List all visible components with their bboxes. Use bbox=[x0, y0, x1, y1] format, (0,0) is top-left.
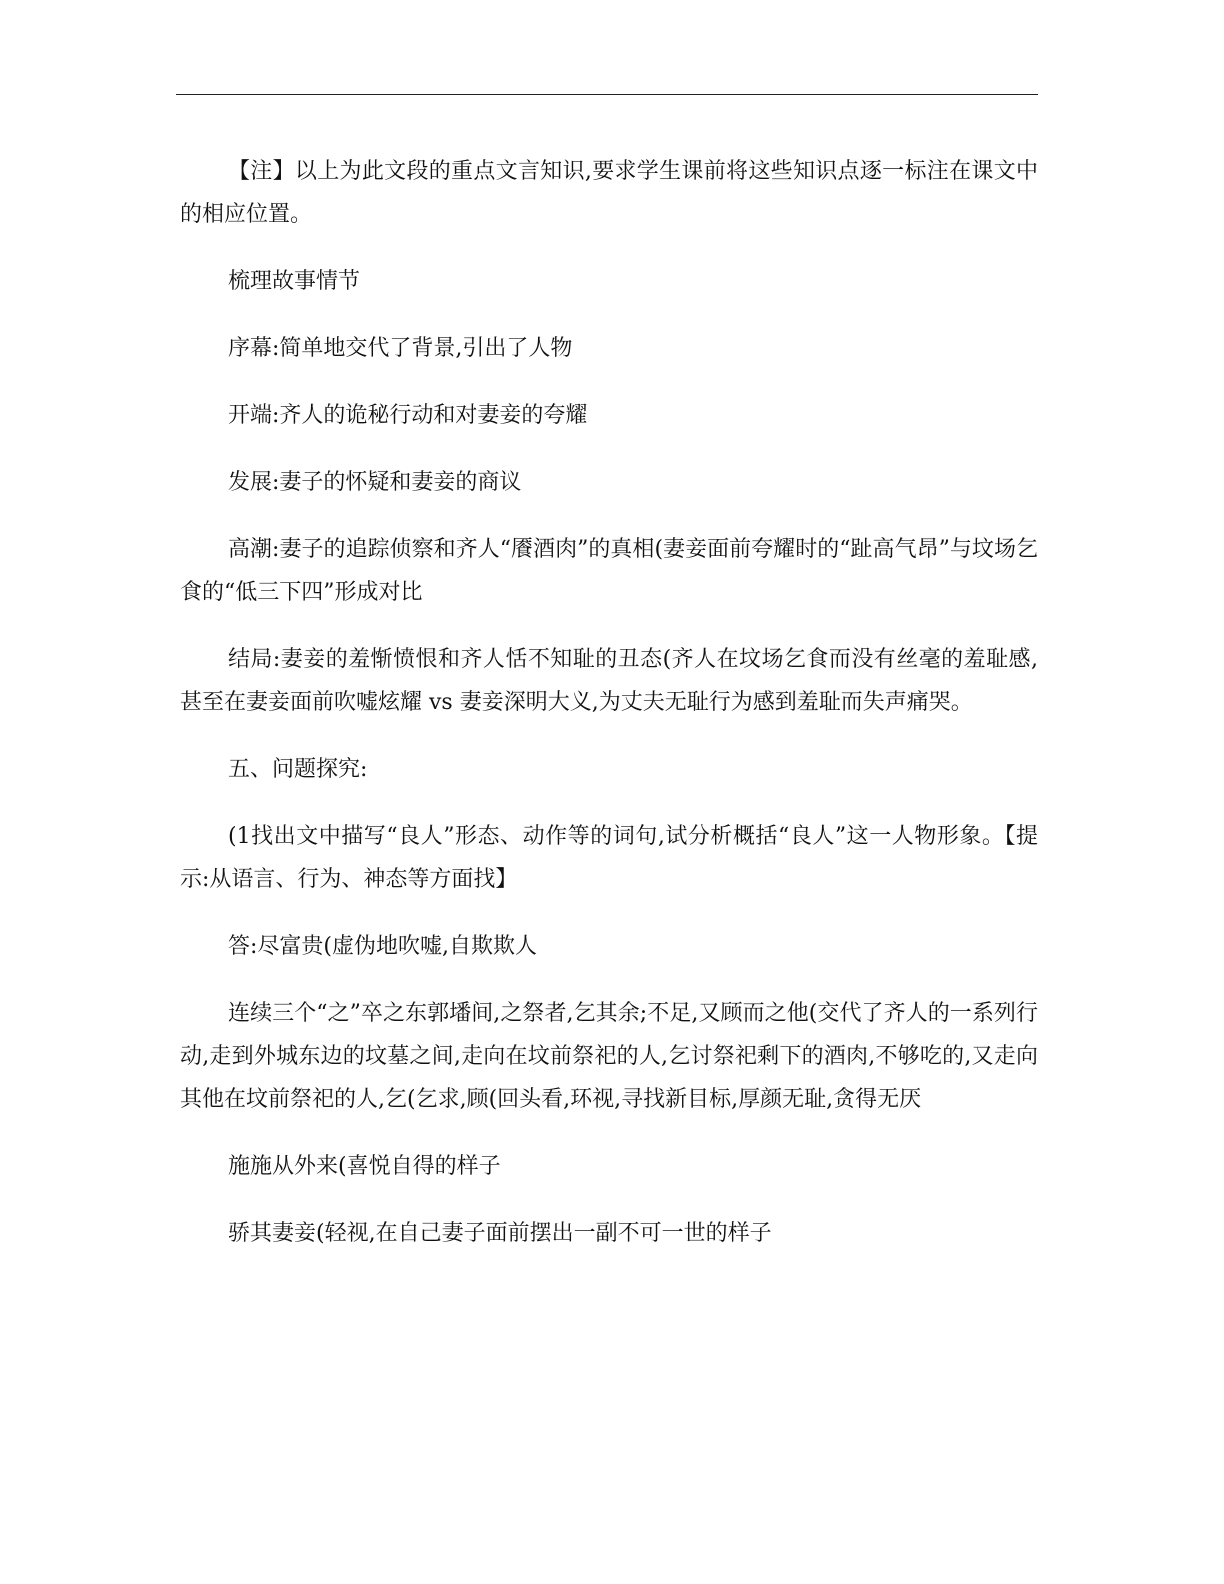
question-1: (1找出文中描写“良人”形态、动作等的词句,试分析概括“良人”这一人物形象。【提示:从语言、行为、神态等方面找】 bbox=[180, 824, 1038, 892]
document-body bbox=[180, 150, 1038, 1279]
plot-climax: 高潮:妻子的追踪侦察和齐人“餍酒肉”的真相(妻妾面前夸耀时的“趾高气昂”与坟场乞食的“低三下四”形成对比 bbox=[180, 537, 1038, 605]
note-paragraph: 【注】以上为此文段的重点文言知识,要求学生课前将这些知识点逐一标注在课文中的相应位置。 bbox=[180, 159, 1038, 227]
plot-beginning: 开端:齐人的诡秘行动和对妻妾的夸耀 bbox=[228, 403, 588, 428]
plot-prologue: 序幕:简单地交代了背景,引出了人物 bbox=[228, 336, 573, 361]
plot-ending: 结局:妻妾的羞惭愤恨和齐人恬不知耻的丑态(齐人在坟场乞食而没有丝毫的羞耻感,甚至在妻妾面前吹嘘炫耀 vs 妻妾深明大义,为丈夫无耻行为感到羞耻而失声痛哭。 bbox=[180, 647, 1038, 715]
answer-line-3: 施施从外来(喜悦自得的样子 bbox=[228, 1154, 501, 1179]
answer-line-4: 骄其妻妾(轻视,在自己妻子面前摆出一副不可一世的样子 bbox=[228, 1221, 772, 1246]
section-heading-plot: 梳理故事情节 bbox=[228, 269, 361, 294]
header-rule bbox=[176, 94, 1038, 95]
answer-line-2: 连续三个“之”卒之东郭墦间,之祭者,乞其余;不足,又顾而之他(交代了齐人的一系列行动,走到外城东边的坟墓之间,走向在坟前祭祀的人,乞讨祭祀剩下的酒肉,不够吃的,又走向其他在坟前祭祀的人,乞(乞求,顾(回头看,环视,寻找新目标,厚颜无耻,贪得无厌 bbox=[180, 1001, 1038, 1112]
plot-development: 发展:妻子的怀疑和妻妾的商议 bbox=[228, 470, 522, 495]
section-heading-inquiry: 五、问题探究: bbox=[228, 757, 368, 782]
answer-line-1: 答:尽富贵(虚伪地吹嘘,自欺欺人 bbox=[228, 934, 537, 959]
